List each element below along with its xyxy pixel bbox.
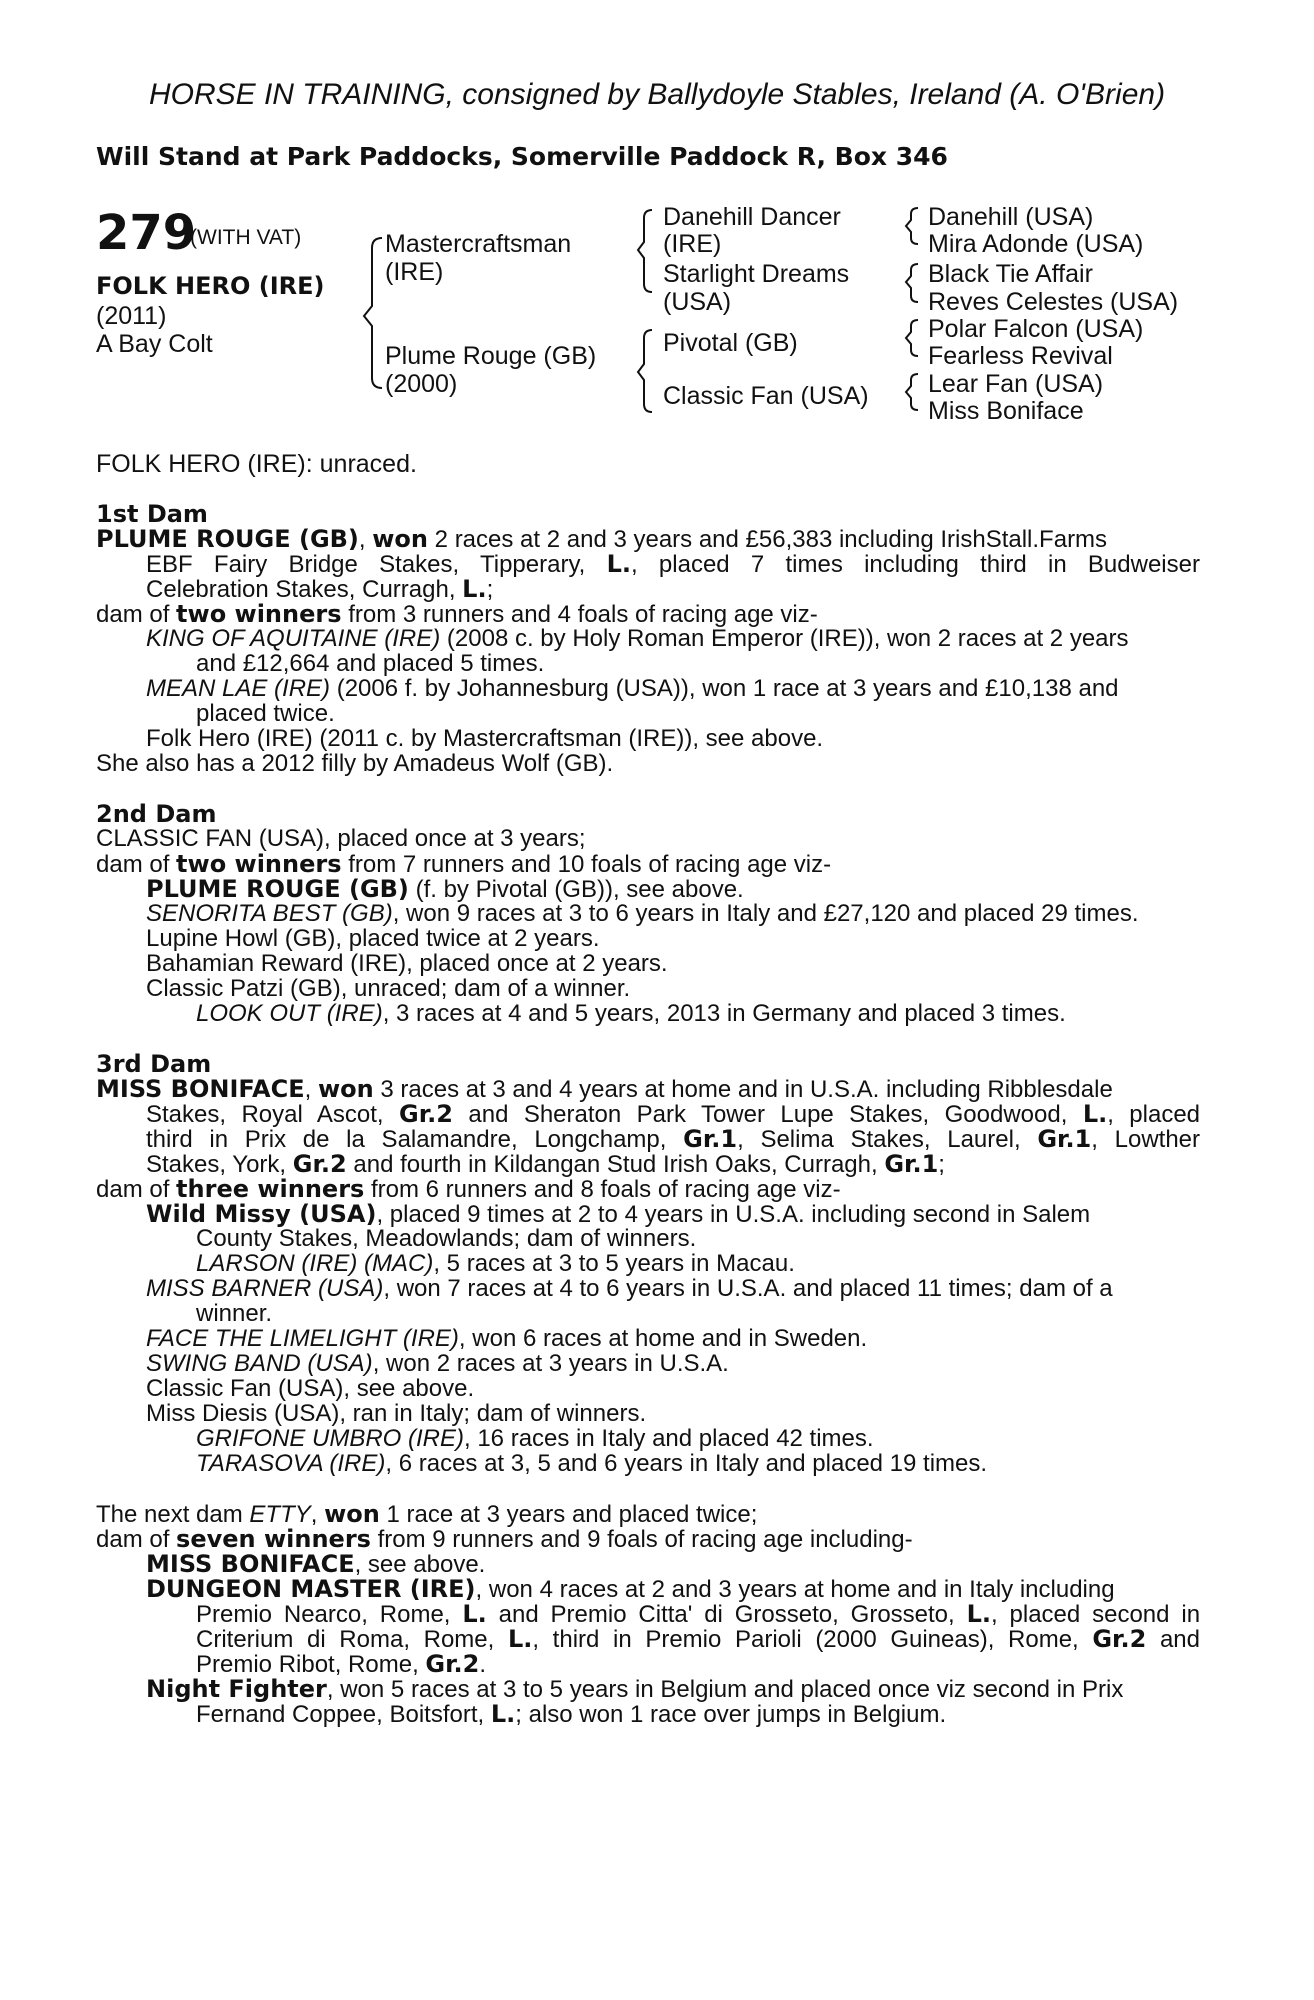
- next-dam-produce: MISS BONIFACE, see above.: [146, 1550, 486, 1578]
- second-dam-produce: Classic Patzi (GB), unraced; dam of a winner.: [146, 975, 631, 1002]
- second-dam-heading: 2nd Dam: [96, 800, 217, 828]
- third-dam-produce: Classic Fan (USA), see above.: [146, 1375, 475, 1402]
- race-record: FOLK HERO (IRE): unraced.: [96, 450, 417, 478]
- third-dam-produce-cont: County Stakes, Meadowlands; dam of winners.: [196, 1225, 697, 1252]
- next-dam-produce-cont: Premio Ribot, Rome, Gr.2.: [196, 1650, 487, 1678]
- sire-dam-country: (USA): [663, 288, 732, 316]
- gg-1: Danehill (USA): [928, 203, 1094, 231]
- g1-bracket: [906, 208, 918, 244]
- third-dam-produce: Wild Missy (USA), placed 9 times at 2 to 4 years in U.S.A. including second in Salem: [146, 1200, 1091, 1228]
- gg-2: Mira Adonde (USA): [928, 230, 1144, 258]
- third-dam-line: Stakes, Royal Ascot, Gr.2 and Sheraton Park Tower Lupe Stakes, Goodwood, L., placed: [146, 1100, 1201, 1128]
- next-dam-line: The next dam ETTY, won 1 race at 3 years and placed twice;: [96, 1500, 758, 1528]
- third-dam-produce: FACE THE LIMELIGHT (IRE), won 6 races at home and in Sweden.: [146, 1325, 868, 1352]
- third-dam-grand-produce: TARASOVA (IRE), 6 races at 3, 5 and 6 years in Italy and placed 19 times.: [196, 1450, 988, 1477]
- next-dam-produce: DUNGEON MASTER (IRE), won 4 races at 2 and 3 years at home and in Italy including: [146, 1575, 1115, 1603]
- next-dam-produce-cont: Criterium di Roma, Rome, L., third in Premio Parioli (2000 Guineas), Rome, Gr.2 and: [196, 1625, 1200, 1653]
- foaling-year: (2011): [96, 302, 167, 330]
- second-dam-grand-produce: LOOK OUT (IRE), 3 races at 4 and 5 years, 2013 in Germany and placed 3 times.: [196, 1000, 1066, 1027]
- sire: Mastercraftsman: [385, 230, 572, 258]
- dam-bracket: [638, 330, 652, 412]
- dam-year: (2000): [385, 370, 458, 398]
- pedigree-brackets: [0, 0, 1314, 440]
- sire-country: (IRE): [385, 258, 444, 286]
- stand-location: Will Stand at Park Paddocks, Somerville Paddock R, Box 346: [96, 142, 948, 171]
- second-dam-line: CLASSIC FAN (USA), placed once at 3 years;: [96, 825, 586, 852]
- first-dam-produce: MEAN LAE (IRE) (2006 f. by Johannesburg (USA)), won 1 race at 3 years and £10,138 and: [146, 675, 1119, 702]
- sire-sire-country: (IRE): [663, 230, 722, 258]
- first-dam-line: dam of two winners from 3 runners and 4 foals of racing age viz-: [96, 600, 818, 628]
- first-dam-line: Celebration Stakes, Curragh, L.;: [146, 575, 494, 603]
- sire-dam: Starlight Dreams: [663, 260, 850, 288]
- gg-3: Black Tie Affair: [928, 260, 1093, 288]
- third-dam-line: MISS BONIFACE, won 3 races at 3 and 4 years at home and in U.S.A. including Ribblesdale: [96, 1075, 1113, 1103]
- third-dam-line: Stakes, York, Gr.2 and fourth in Kildangan Stud Irish Oaks, Curragh, Gr.1;: [146, 1150, 945, 1178]
- third-dam-grand-produce: LARSON (IRE) (MAC), 5 races at 3 to 5 years in Macau.: [196, 1250, 795, 1277]
- catalogue-header-title: HORSE IN TRAINING, consigned by Ballydoyle Stables, Ireland (A. O'Brien): [148, 78, 1166, 111]
- next-dam-produce-cont: Fernand Coppee, Boitsfort, L.; also won 1 race over jumps in Belgium.: [196, 1700, 947, 1728]
- third-dam-produce: Miss Diesis (USA), ran in Italy; dam of winners.: [146, 1400, 647, 1427]
- vat-note: (WITH VAT): [190, 226, 302, 249]
- gg-6: Fearless Revival: [928, 342, 1113, 370]
- lot-number: 279: [96, 205, 197, 261]
- first-dam-line: EBF Fairy Bridge Stakes, Tipperary, L., placed 7 times including third in Budweiser: [146, 550, 1200, 578]
- second-dam-produce: SENORITA BEST (GB), won 9 races at 3 to 6 years in Italy and £27,120 and placed 29 times.: [146, 900, 1139, 927]
- g4-bracket: [906, 374, 918, 410]
- third-dam-grand-produce: GRIFONE UMBRO (IRE), 16 races in Italy and placed 42 times.: [196, 1425, 874, 1452]
- first-dam-produce-cont: and £12,664 and placed 5 times.: [196, 650, 545, 677]
- g2-bracket: [906, 264, 918, 302]
- gg-8: Miss Boniface: [928, 397, 1084, 425]
- dam: Plume Rouge (GB): [385, 342, 597, 370]
- gg-4: Reves Celestes (USA): [928, 288, 1179, 316]
- second-dam-produce: PLUME ROUGE (GB) (f. by Pivotal (GB)), see above.: [146, 875, 744, 903]
- second-dam-produce: Bahamian Reward (IRE), placed once at 2 years.: [146, 950, 668, 977]
- third-dam-line: third in Prix de la Salamandre, Longchamp, Gr.1, Selima Stakes, Laurel, Gr.1, Lowther: [146, 1125, 1201, 1153]
- second-dam-produce: Lupine Howl (GB), placed twice at 2 years.: [146, 925, 600, 952]
- first-dam-produce: Folk Hero (IRE) (2011 c. by Mastercraftsman (IRE)), see above.: [146, 725, 824, 752]
- third-dam-produce: MISS BARNER (USA), won 7 races at 4 to 6 years in U.S.A. and placed 11 times; dam of a: [146, 1275, 1113, 1302]
- dam-dam: Classic Fan (USA): [663, 382, 869, 410]
- g3-bracket: [906, 320, 918, 356]
- next-dam-produce: Night Fighter, won 5 races at 3 to 5 years in Belgium and placed once viz second in Prix: [146, 1675, 1124, 1703]
- gg-7: Lear Fan (USA): [928, 370, 1104, 398]
- third-dam-line: dam of three winners from 6 runners and 8 foals of racing age viz-: [96, 1175, 841, 1203]
- third-dam-produce: SWING BAND (USA), won 2 races at 3 years in U.S.A.: [146, 1350, 729, 1377]
- third-dam-heading: 3rd Dam: [96, 1050, 212, 1078]
- second-dam-line: dam of two winners from 7 runners and 10 foals of racing age viz-: [96, 850, 832, 878]
- gg-5: Polar Falcon (USA): [928, 315, 1144, 343]
- first-dam-note: She also has a 2012 filly by Amadeus Wolf (GB).: [96, 750, 614, 777]
- sire-dam-bracket: [364, 238, 382, 388]
- first-dam-heading: 1st Dam: [96, 500, 208, 528]
- next-dam-produce-cont: Premio Nearco, Rome, L. and Premio Citta' di Grosseto, Grosseto, L., placed second in: [196, 1600, 1201, 1628]
- horse-name: FOLK HERO (IRE): [96, 272, 325, 300]
- sire-sire: Danehill Dancer: [663, 203, 841, 231]
- first-dam-produce-cont: placed twice.: [196, 700, 335, 727]
- third-dam-produce-cont: winner.: [196, 1300, 273, 1327]
- first-dam-produce: KING OF AQUITAINE (IRE) (2008 c. by Holy Roman Emperor (IRE)), won 2 races at 2 years: [146, 625, 1129, 652]
- horse-description: A Bay Colt: [96, 330, 213, 358]
- sire-bracket: [638, 210, 652, 292]
- first-dam-line: PLUME ROUGE (GB), won 2 races at 2 and 3 years and £56,383 including IrishStall.Farms: [96, 525, 1108, 553]
- dam-sire: Pivotal (GB): [663, 329, 798, 357]
- next-dam-line: dam of seven winners from 9 runners and 9 foals of racing age including-: [96, 1525, 913, 1553]
